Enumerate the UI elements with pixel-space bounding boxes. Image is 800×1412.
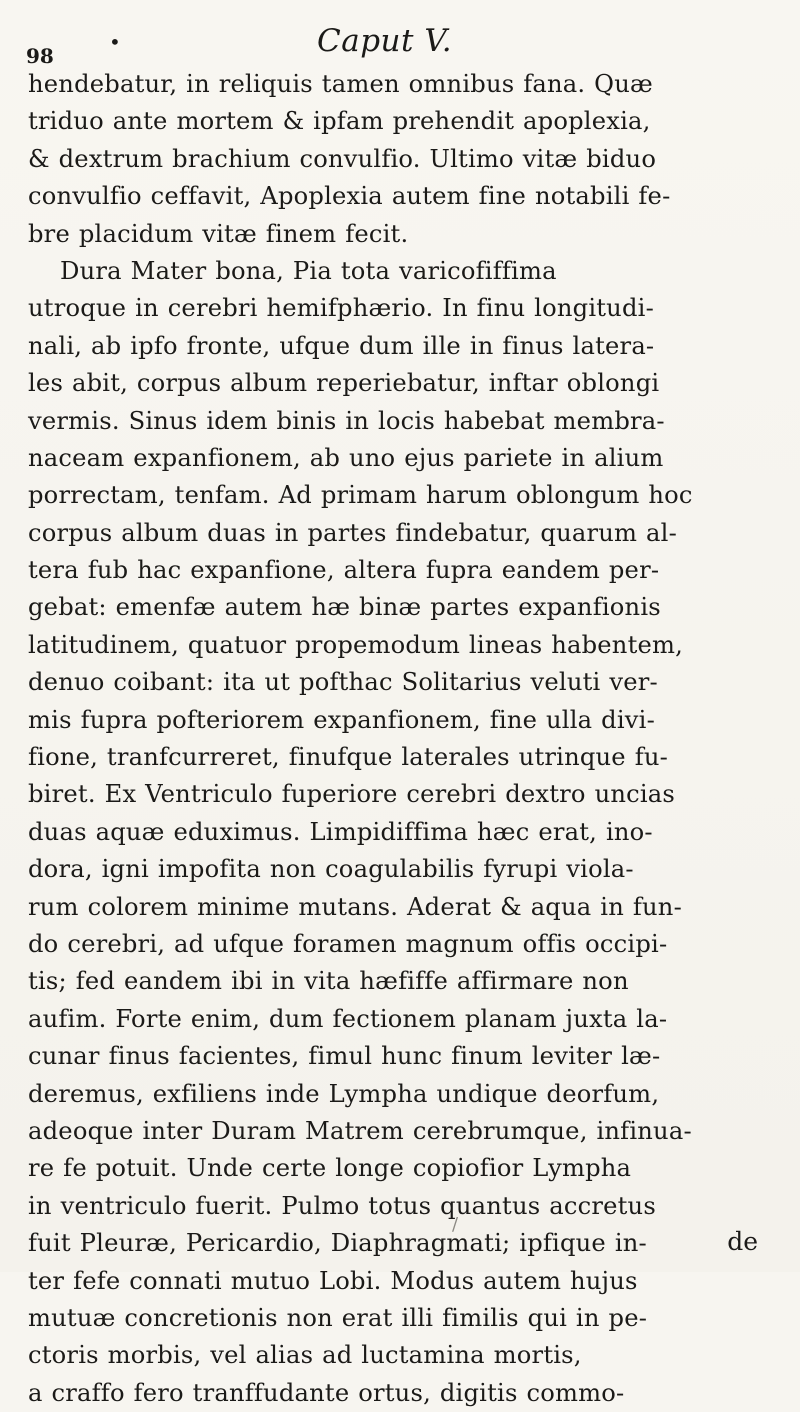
text-line: naceam expanfionem, ab uno ejus pariete in alium [28, 443, 664, 472]
text-line: mutuæ concretionis non erat illi fimilis qui in pe- [28, 1303, 648, 1332]
stray-mark: / [452, 1214, 459, 1235]
text-line: mis fupra pofteriorem expanfionem, fine ulla divi- [28, 705, 655, 734]
header-dot-mark: • [109, 30, 121, 54]
catchword: de [727, 1227, 758, 1256]
text-line: gebat: emenfæ autem hæ binæ partes expanfionis [28, 593, 661, 622]
text-line: aufim. Forte enim, dum fectionem planam juxta la- [28, 1004, 668, 1033]
text-line: denuo coibant: ita ut pofthac Solitarius veluti ver- [28, 668, 658, 697]
body-text [28, 66, 776, 1412]
text-line: triduo ante mortem & ipfam prehendit apoplexia, [28, 107, 651, 136]
text-line: fuit Pleuræ, Pericardio, Diaphragmati; ipfique in- [28, 1229, 647, 1258]
text-line: ter fefe connati mutuo Lobi. Modus autem hujus [28, 1266, 638, 1295]
text-line: les abit, corpus album reperiebatur, inftar oblongi [28, 369, 660, 398]
text-line: do cerebri, ad ufque foramen magnum offis occipi- [28, 929, 668, 958]
text-line: ctoris morbis, vel alias ad luctamina mortis, [28, 1341, 582, 1370]
text-line: latitudinem, quatuor propemodum lineas habentem, [28, 630, 684, 659]
text-line: dora, igni impofita non coagulabilis fyrupi viola- [28, 855, 634, 884]
text-line: utroque in cerebri hemifphærio. In finu longitudi- [28, 294, 654, 323]
text-line: cunar finus facientes, fimul hunc finum leviter læ- [28, 1042, 661, 1071]
text-line: biret. Ex Ventriculo fuperiore cerebri dextro uncias [28, 780, 676, 809]
text-line: fione, tranfcurreret, finufque laterales utrinque fu- [28, 743, 669, 772]
text-line: porrectam, tenfam. Ad primam harum oblongum hoc [28, 481, 693, 510]
text-line: in ventriculo fuerit. Pulmo totus quantus accretus [28, 1191, 656, 1220]
text-line: Dura Mater bona, Pia tota varicofiffima [60, 256, 557, 285]
page-number: 98 [26, 44, 54, 68]
text-line: & dextrum brachium convulfio. Ultimo vitæ biduo [28, 144, 657, 173]
text-line: rum colorem minime mutans. Aderat & aqua in fun- [28, 892, 682, 921]
text-line: adeoque inter Duram Matrem cerebrumque, infinua- [28, 1116, 692, 1145]
running-head: Caput V. [317, 23, 453, 59]
text-line: tera fub hac expanfione, altera fupra eandem per- [28, 556, 660, 585]
text-line: vermis. Sinus idem binis in locis habebat membra- [28, 406, 665, 435]
text-line: a craffo fero tranffudante ortus, digitis commo- [28, 1378, 625, 1407]
text-line: tis; fed eandem ibi in vita hæfiffe affirmare non [28, 967, 629, 996]
text-line: nali, ab ipfo fronte, ufque dum ille in finus latera- [28, 331, 655, 360]
text-line: duas aquæ eduximus. Limpidiffima hæc erat, ino- [28, 817, 653, 846]
text-line: corpus album duas in partes findebatur, quarum al- [28, 518, 677, 547]
text-line: convulfio ceffavit, Apoplexia autem fine notabili fe- [28, 182, 671, 211]
text-line: deremus, exfiliens inde Lympha undique deorfum, [28, 1079, 660, 1108]
text-line: hendebatur, in reliquis tamen omnibus fana. Quæ [28, 70, 653, 98]
text-line: bre placidum vitæ finem fecit. [28, 219, 409, 248]
text-line: re fe potuit. Unde certe longe copiofior Lympha [28, 1154, 632, 1183]
